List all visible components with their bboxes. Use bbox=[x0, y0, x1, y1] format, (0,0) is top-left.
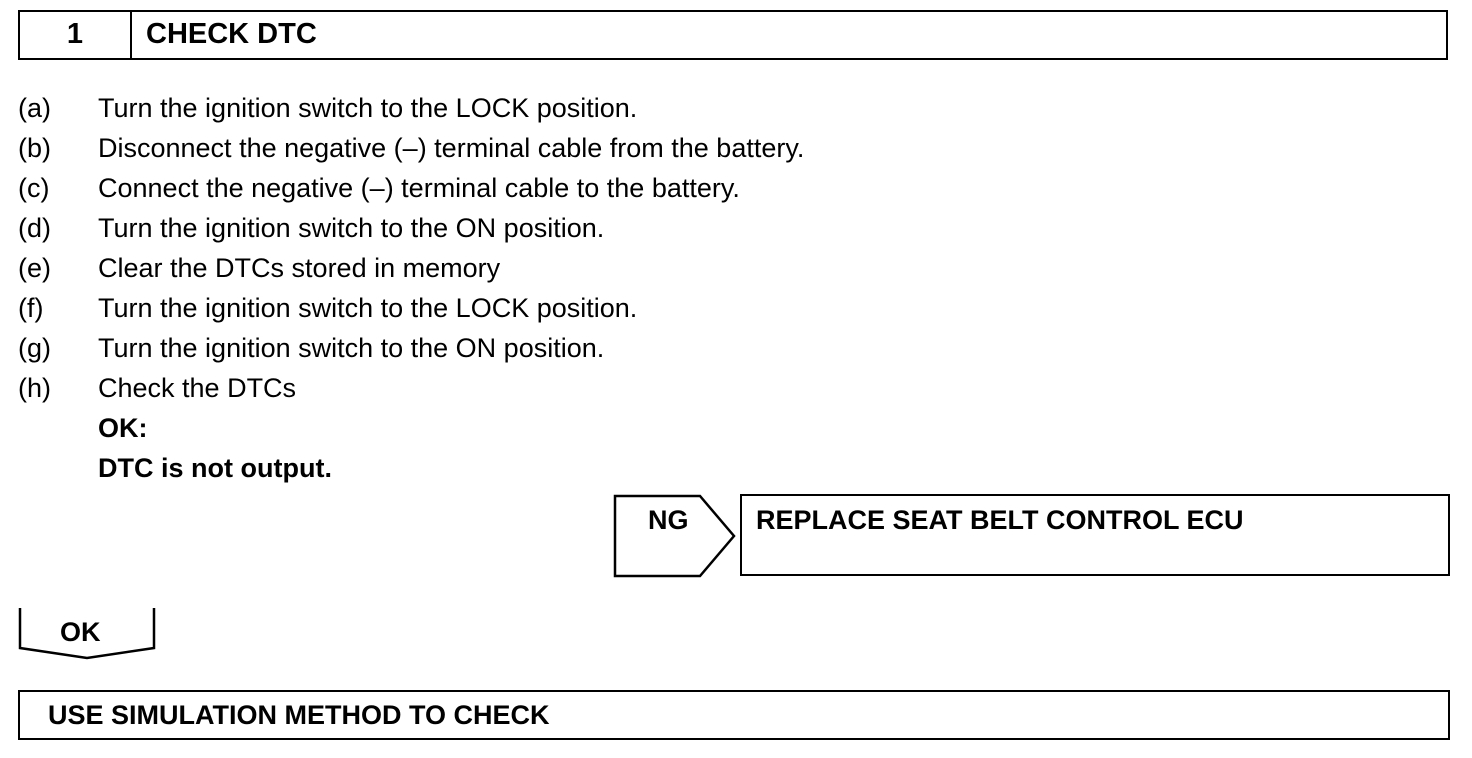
procedure-list bbox=[18, 88, 805, 488]
procedure-letter: (e) bbox=[18, 253, 51, 283]
procedure-text: Turn the ignition switch to the ON position. bbox=[98, 333, 605, 363]
procedure-letter: (g) bbox=[18, 333, 51, 363]
procedure-item-c bbox=[18, 168, 740, 208]
procedure-letter: (d) bbox=[18, 213, 51, 243]
ng-action-box bbox=[740, 494, 1450, 576]
procedure-item-g bbox=[18, 328, 605, 368]
procedure-item-f bbox=[18, 288, 638, 328]
ng-action-text: REPLACE SEAT BELT CONTROL ECU bbox=[756, 505, 1244, 535]
procedure-letter: (f) bbox=[18, 293, 44, 323]
step-number: 1 bbox=[20, 12, 132, 58]
procedure-text: Turn the ignition switch to the ON position. bbox=[98, 213, 605, 243]
procedure-item-h bbox=[18, 368, 332, 408]
result-text: DTC is not output. bbox=[98, 453, 332, 483]
procedure-letter: (c) bbox=[18, 173, 50, 203]
procedure-text: Connect the negative (–) terminal cable to the battery. bbox=[98, 173, 740, 203]
step-header bbox=[18, 10, 1448, 60]
next-step-text: USE SIMULATION METHOD TO CHECK bbox=[48, 700, 550, 730]
procedure-text: Turn the ignition switch to the LOCK position. bbox=[98, 93, 638, 123]
procedure-text: Check the DTCs bbox=[98, 373, 297, 403]
ng-label: NG bbox=[648, 505, 689, 535]
procedure-item-d bbox=[18, 208, 605, 248]
result-label: OK: bbox=[98, 413, 148, 443]
step-title: CHECK DTC bbox=[146, 18, 317, 50]
procedure-text: Disconnect the negative (–) terminal cable from the battery. bbox=[98, 133, 805, 163]
procedure-text: Clear the DTCs stored in memory bbox=[98, 253, 501, 283]
procedure-item-b bbox=[18, 128, 805, 168]
procedure-letter: (h) bbox=[18, 373, 51, 403]
procedure-item-e bbox=[18, 248, 501, 288]
ok-label: OK bbox=[60, 617, 101, 647]
next-step-box bbox=[18, 690, 1450, 740]
procedure-letter: (a) bbox=[18, 93, 51, 123]
procedure-item-a bbox=[18, 88, 638, 128]
procedure-letter: (b) bbox=[18, 133, 51, 163]
procedure-text: Turn the ignition switch to the LOCK position. bbox=[98, 293, 638, 323]
